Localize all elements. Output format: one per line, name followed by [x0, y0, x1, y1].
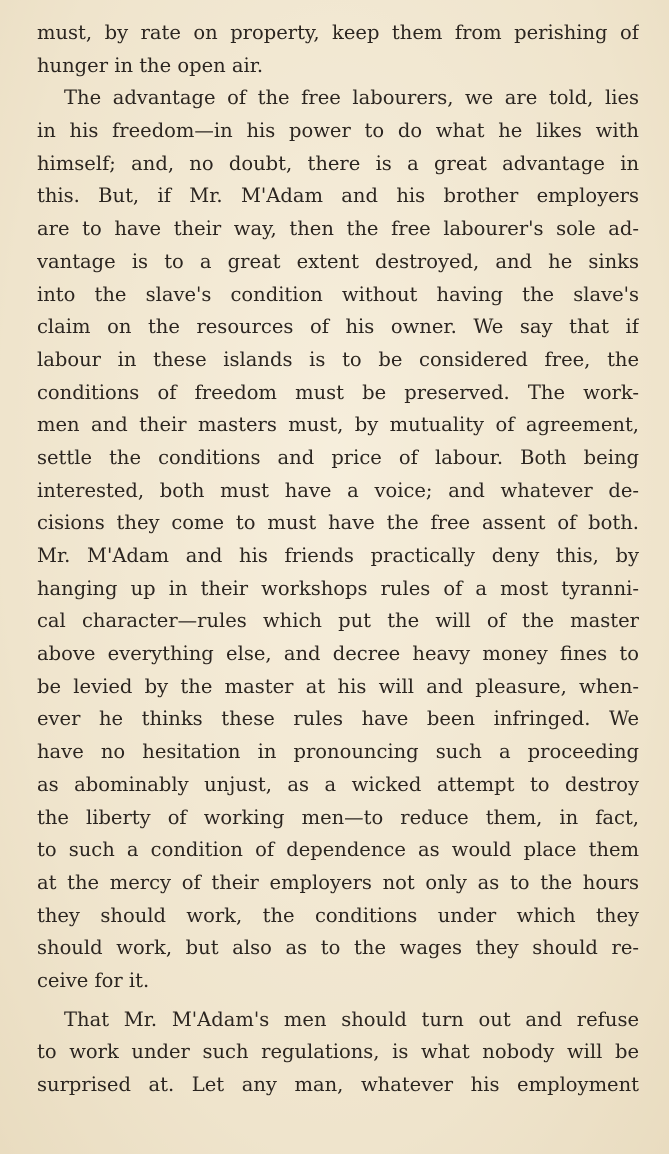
text-line: the liberty of working men—to reduce them, in fact,	[37, 805, 639, 829]
text-line: hunger in the open air.	[37, 53, 264, 77]
text-line: above everything else, and decree heavy money fines to	[37, 642, 639, 666]
text-line: Mr. M'Adam and his friends practically deny this, by	[37, 544, 639, 567]
text-line: That Mr. M'Adam's men should turn out and refuse	[64, 1007, 639, 1031]
text-line: should work, but also as to the wages they should re-	[37, 936, 639, 960]
text-line: men and their masters must, by mutuality of agreement,	[37, 413, 639, 437]
text-line: conditions of freedom must be preserved. The work-	[37, 380, 639, 404]
text-line: are to have their way, then the free labourer's sole ad-	[37, 217, 639, 241]
text-line: ever he thinks these rules have been infringed. We	[37, 707, 639, 731]
text-line: cal character—rules which put the will of the master	[37, 609, 639, 633]
text-line: The advantage of the free labourers, we are told, lies	[64, 86, 639, 110]
text-line: this. But, if Mr. M'Adam and his brother employers	[37, 184, 639, 208]
text-line: be levied by the master at his will and pleasure, when-	[37, 674, 639, 698]
paragraph-3	[37, 1004, 639, 1102]
text-line: into the slave's condition without having the slave's	[37, 282, 639, 306]
text-line: to such a condition of dependence as would place them	[37, 838, 639, 862]
text-line: vantage is to a great extent destroyed, and he sinks	[37, 249, 639, 273]
text-line: they should work, the conditions under which they	[37, 903, 639, 927]
paragraph-1	[37, 17, 639, 82]
text-line: have no hesitation in pronouncing such a proceeding	[37, 740, 639, 764]
text-line: himself; and, no doubt, there is a great advantage in	[37, 151, 639, 175]
text-line: surprised at. Let any man, whatever his employment	[37, 1073, 639, 1096]
text-line: claim on the resources of his owner. We say that if	[37, 315, 639, 339]
text-line: to work under such regulations, is what nobody will be	[37, 1040, 639, 1064]
text-line: hanging up in their workshops rules of a most tyranni-	[37, 576, 639, 600]
text-line: must, by rate on property, keep them from perishing of	[37, 21, 639, 44]
text-line: settle the conditions and price of labour. Both being	[37, 445, 639, 469]
text-line: ceive for it.	[37, 968, 150, 992]
text-line: in his freedom—in his power to do what he likes with	[37, 119, 639, 143]
text-line: as abominably unjust, as a wicked attempt to destroy	[37, 772, 639, 796]
text-line: labour in these islands is to be considered free, the	[37, 347, 639, 371]
text-line: at the mercy of their employers not only as to the hours	[37, 870, 639, 894]
paragraph-2	[37, 82, 639, 997]
text-line: cisions they come to must have the free assent of both.	[37, 511, 639, 535]
text-line: interested, both must have a voice; and whatever de-	[37, 478, 639, 502]
